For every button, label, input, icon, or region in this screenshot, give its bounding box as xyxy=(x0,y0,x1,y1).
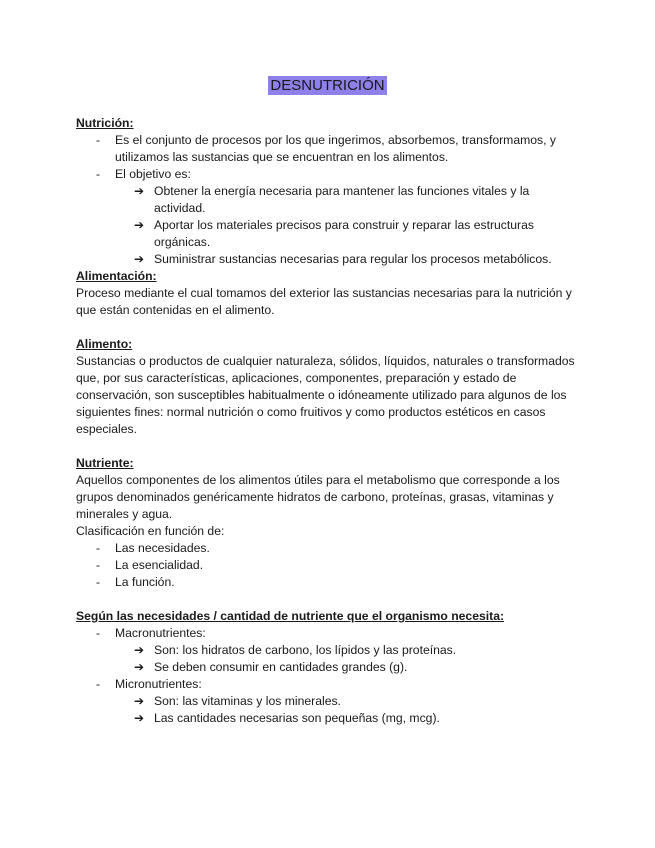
objetivo-text: Aportar los materiales precisos para construir y reparar las estructuras orgánicas. xyxy=(154,218,534,249)
micro-point-text: Son: las vitaminas y los minerales. xyxy=(154,694,341,708)
nutricion-list xyxy=(76,132,576,183)
document-body xyxy=(76,115,576,727)
nutriente-heading: Nutriente: xyxy=(76,456,134,470)
objetivo-item xyxy=(76,183,576,217)
spacer xyxy=(76,438,576,455)
objetivo-text: Suministrar sustancias necesarias para regular los procesos metabólicos. xyxy=(154,252,552,266)
macro-point-text: Son: los hidratos de carbono, los lípidos y las proteínas. xyxy=(154,643,457,657)
objetivo-text: Obtener la energía necesaria para mantener las funciones vitales y la actividad. xyxy=(154,184,530,215)
micronutrientes-item: - Micronutrientes: xyxy=(76,676,576,693)
macro-point-text: Se deben consumir en cantidades grandes (g). xyxy=(154,660,408,674)
necesidades-list xyxy=(76,625,576,642)
macro-point xyxy=(76,659,576,676)
macronutrientes-points xyxy=(76,642,576,676)
nutricion-item xyxy=(76,166,576,183)
necesidades-heading: Según las necesidades / cantidad de nutriente que el organismo necesita: xyxy=(76,609,505,623)
objetivos-list xyxy=(76,183,576,268)
alimento-text: Sustancias o productos de cualquier naturaleza, sólidos, líquidos, naturales o transformados que, por sus características, aplicaciones, componentes, preparación y estado de conservación, son susceptibles habitualmente o idóneamente utilizado para algunos de los siguientes fines: normal nutrición o como fruitivos y como productos estéticos en casos especiales. xyxy=(76,354,575,436)
spacer xyxy=(76,319,576,336)
arrow-icon: ➔ xyxy=(134,711,145,725)
micronutrientes-points xyxy=(76,693,576,727)
micro-point xyxy=(76,710,576,727)
alimentacion-heading: Alimentación: xyxy=(76,269,157,283)
micro-point-text: Las cantidades necesarias son pequeñas (mg, mcg). xyxy=(154,711,440,725)
objetivo-label: El objetivo es: xyxy=(115,167,191,181)
document-title: DESNUTRICIÓN xyxy=(270,77,385,94)
alimento-heading: Alimento: xyxy=(76,337,133,351)
clasificacion-list xyxy=(76,540,576,591)
macronutrientes-item: - Macronutrientes: xyxy=(76,625,576,642)
clasificacion-text: Clasificación en función de: xyxy=(76,524,225,538)
objetivo-item xyxy=(76,217,576,251)
arrow-icon: ➔ xyxy=(134,660,145,674)
macro-point xyxy=(76,642,576,659)
arrow-icon: ➔ xyxy=(134,643,145,657)
necesidades-list-2 xyxy=(76,676,576,693)
clasificacion-item: - Las necesidades. xyxy=(76,540,576,557)
micro-point xyxy=(76,693,576,710)
arrow-icon: ➔ xyxy=(134,184,145,198)
nutricion-heading: Nutrición: xyxy=(76,116,134,130)
nutricion-item: - Es el conjunto de procesos por los que ingerimos, absorbemos, transformamos, y utilizamos las sustancias que se encuentran en los alimentos. xyxy=(76,132,576,166)
clasificacion-item: - La función. xyxy=(76,574,576,591)
arrow-icon: ➔ xyxy=(134,218,145,232)
arrow-icon: ➔ xyxy=(134,694,145,708)
alimentacion-text: Proceso mediante el cual tomamos del exterior las sustancias necesarias para la nutrición y que están contenidas en el alimento. xyxy=(76,286,572,317)
arrow-icon: ➔ xyxy=(134,252,145,266)
nutriente-text: Aquellos componentes de los alimentos útiles para el metabolismo que corresponde a los grupos denominados genéricamente hidratos de carbono, proteínas, grasas, vitaminas y minerales y agua. xyxy=(76,473,560,521)
clasificacion-item: - La esencialidad. xyxy=(76,557,576,574)
spacer xyxy=(76,591,576,608)
objetivo-item xyxy=(76,251,576,268)
document-title-wrap xyxy=(0,76,655,96)
